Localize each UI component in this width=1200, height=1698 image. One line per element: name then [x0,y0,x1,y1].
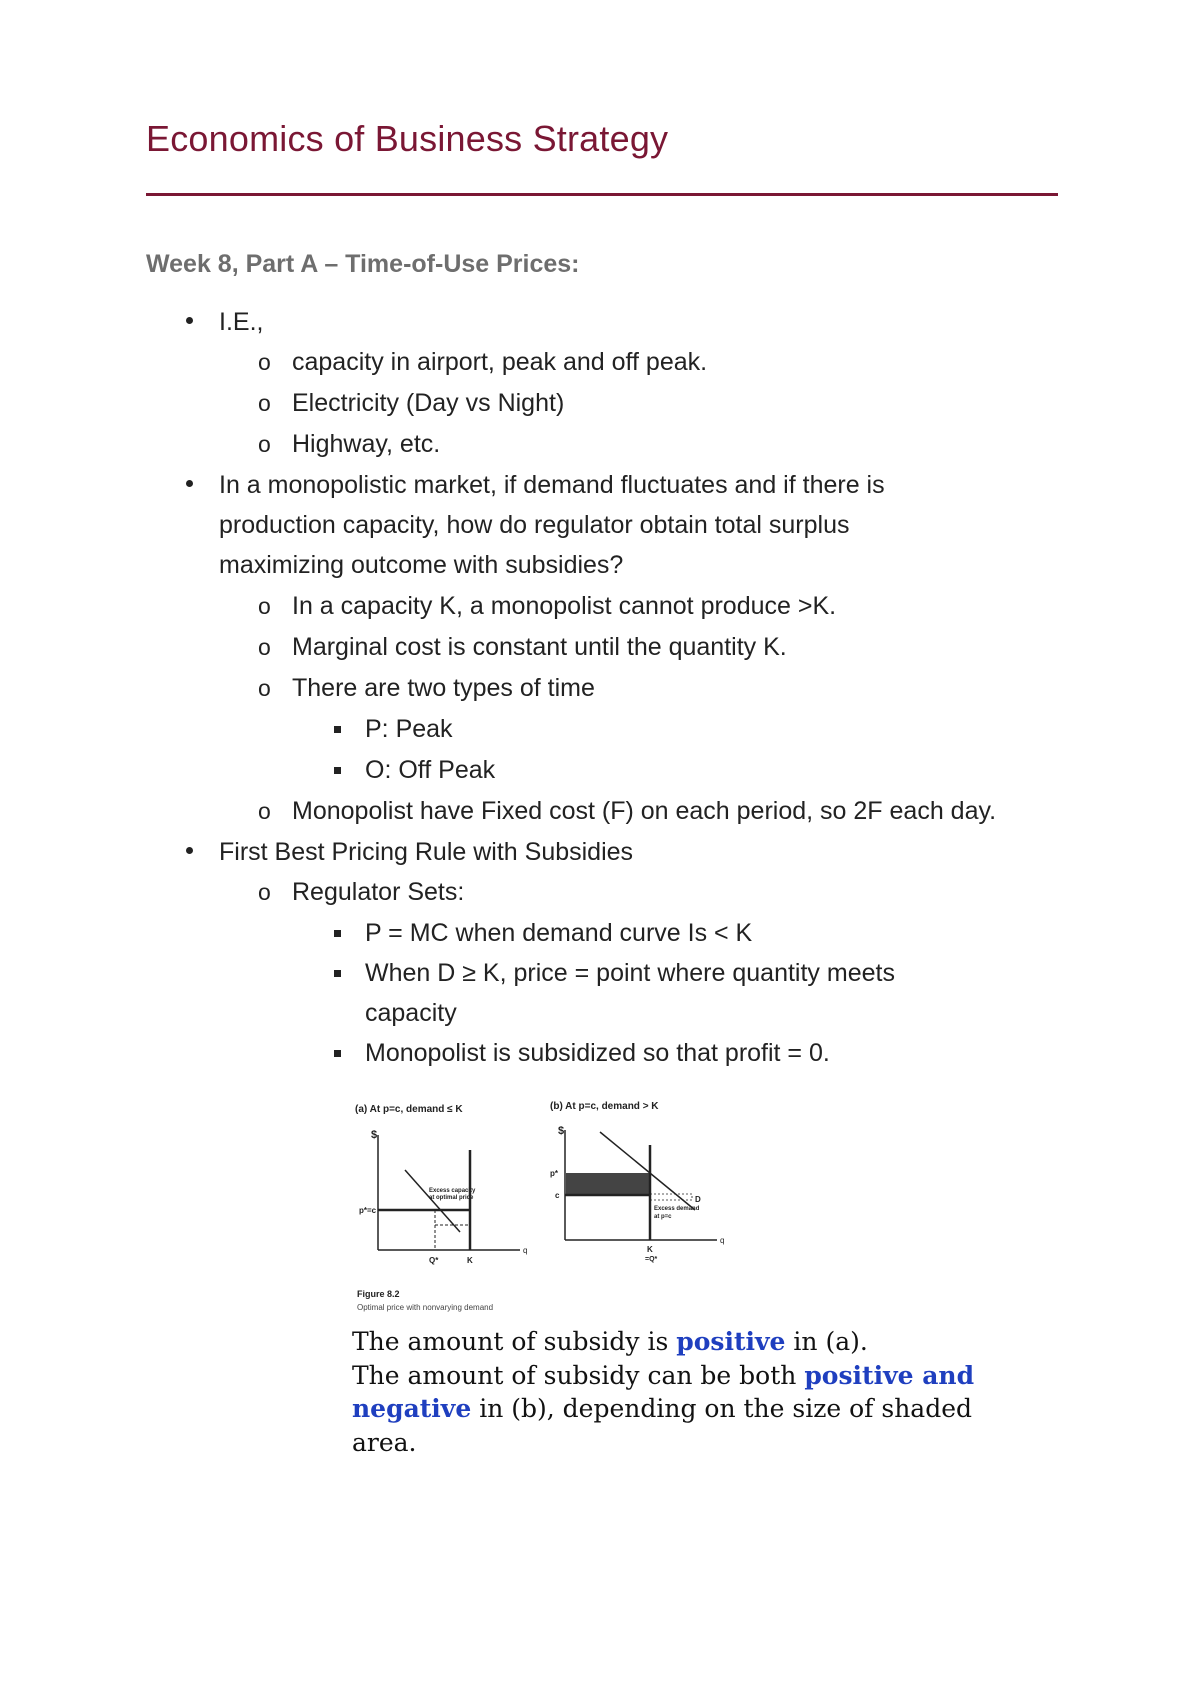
bullet-circle: o [258,593,271,619]
note-highlight: positive [676,1327,786,1356]
note-text: in (a). [785,1327,868,1356]
list-item: In a monopolistic market, if demand fluctuates and if there is [219,471,885,499]
bullet-square [334,1050,341,1057]
list-item: P = MC when demand curve Is < K [365,919,753,947]
list-item: Monopolist have Fixed cost (F) on each period, so 2F each day. [292,797,997,825]
panel-b-x-label: q [720,1236,725,1245]
list-item: O: Off Peak [365,756,496,784]
note-text: in (b), depending on the size of shaded [471,1394,973,1423]
list-item: In a capacity K, a monopolist cannot produce >K. [292,592,837,620]
bullet-circle: o [258,431,271,457]
note-highlight: positive and [804,1361,975,1390]
title-divider [146,193,1058,196]
panel-b-shaded-area [566,1173,650,1195]
panel-a [355,1104,527,1265]
panel-a-demand-curve [405,1170,460,1232]
panel-b [550,1101,724,1263]
panel-b-demand-curve [600,1132,695,1210]
figure-8-2 [345,1090,745,1320]
bullet-circle: o [258,879,271,905]
list-item: There are two types of time [292,674,595,702]
bullet-dot [186,480,193,487]
list-item: Monopolist is subsidized so that profit = 0. [365,1039,830,1067]
list-item: P: Peak [365,715,453,743]
panel-b-p-label: p* [550,1169,558,1178]
bullet-square [334,930,341,937]
note-line [352,1325,868,1359]
bullet-circle: o [258,798,271,824]
bullet-circle: o [258,675,271,701]
panel-a-annotation: at optimal price [429,1195,474,1201]
note-text: The amount of subsidy can be both [352,1361,805,1390]
list-item: When D ≥ K, price = point where quantity meets [365,959,895,987]
panel-b-k-label: K [647,1245,653,1254]
panel-b-y-label: $ [558,1125,565,1137]
list-item: Electricity (Day vs Night) [292,389,565,417]
list-item: capacity in airport, peak and off peak. [292,348,708,376]
bullet-square [334,767,341,774]
panel-a-x-label: q [523,1246,528,1255]
note-text: The amount of subsidy is [352,1327,677,1356]
panel-a-annotation: Excess capacity [429,1188,476,1194]
note-highlight: negative [352,1394,472,1423]
list-item: Highway, etc. [292,430,441,458]
section-heading: Week 8, Part A – Time-of-Use Prices: [146,250,580,278]
panel-b-c-label: c [555,1191,560,1200]
note-line [352,1392,972,1426]
panel-b-annotation: at p=c [654,1214,672,1220]
list-item: I.E., [219,308,264,336]
panel-a-k-label: K [467,1256,473,1265]
panel-b-q-label: =Q* [645,1256,658,1263]
list-item-continuation: production capacity, how do regulator obtain total surplus [219,511,850,539]
note-line: area. [352,1428,417,1457]
list-item-continuation: maximizing outcome with subsidies? [219,551,624,579]
bullet-circle: o [258,390,271,416]
panel-a-price-label: p*=c [359,1206,377,1215]
panel-b-excess-bracket [650,1194,692,1200]
bullet-square [334,970,341,977]
bullet-square [334,726,341,733]
panel-a-q-label: Q* [429,1256,439,1265]
note-line [352,1359,974,1393]
list-item: First Best Pricing Rule with Subsidies [219,838,634,866]
bullet-circle: o [258,634,271,660]
figure-number: Figure 8.2 [357,1289,400,1299]
list-item: Marginal cost is constant until the quantity K. [292,633,787,661]
panel-b-title: (b) At p=c, demand > K [550,1101,659,1112]
bullet-circle: o [258,349,271,375]
list-item: Regulator Sets: [292,878,465,906]
list-item-continuation: capacity [365,999,457,1027]
bullet-dot [186,847,193,854]
bullet-dot [186,317,193,324]
panel-a-title: (a) At p=c, demand ≤ K [355,1104,463,1115]
figure-caption: Optimal price with nonvarying demand [357,1303,494,1312]
panel-a-y-label: $ [371,1129,378,1141]
panel-b-d-label: D [695,1195,701,1204]
document-title: Economics of Business Strategy [146,118,669,159]
panel-b-annotation: Excess demand [654,1206,700,1212]
